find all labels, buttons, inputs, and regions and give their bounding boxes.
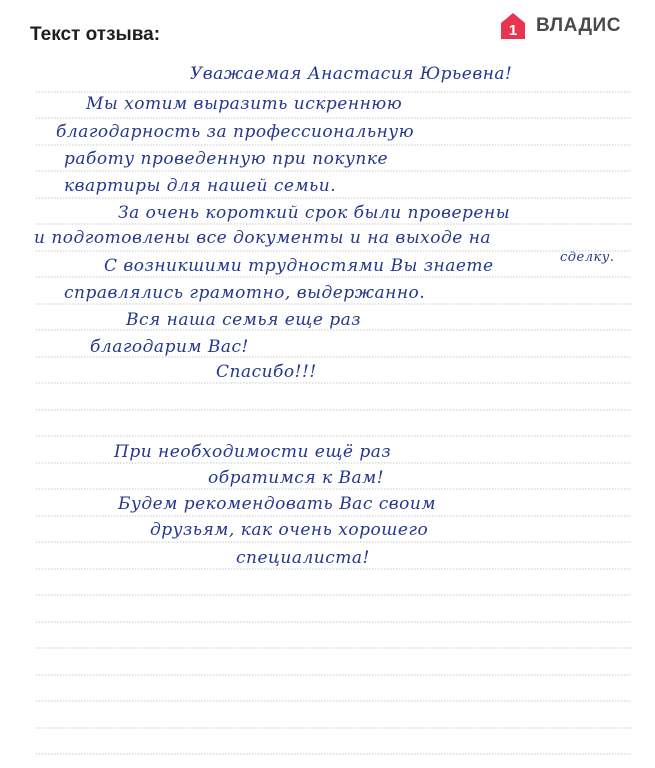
review-line: и подготовлены все документы и на выходе на [34, 228, 492, 248]
review-line: Вся наша семья еще раз [126, 310, 362, 330]
review-line: друзьям, как очень хорошего [150, 520, 429, 540]
review-line: Мы хотим выразить искреннюю [86, 94, 403, 114]
brand-name: ВЛАДИС [536, 15, 621, 36]
review-line: За очень короткий срок были проверены [118, 203, 511, 223]
review-line: благодарим Вас! [90, 337, 249, 357]
review-line: обратимся к Вам! [208, 468, 385, 488]
review-line: квартиры для нашей семьи. [64, 176, 337, 196]
review-line: работу проведенную при покупке [64, 149, 389, 169]
review-line: С возникшими трудностями Вы знаете [104, 256, 494, 276]
review-line: специалиста! [236, 548, 370, 568]
page-title: Текст отзыва: [30, 24, 161, 45]
logo-icon-digit: 1 [508, 22, 518, 39]
review-line: сделку. [560, 250, 615, 265]
review-line: При необходимости ещё раз [114, 442, 392, 462]
review-line: Уважаемая Анастасия Юрьевна! [190, 64, 513, 84]
review-line: благодарность за профессиональную [56, 122, 415, 142]
review-line: Спасибо!!! [216, 362, 317, 382]
review-line: справлялись грамотно, выдержанно. [64, 283, 426, 303]
review-line: Будем рекомендовать Вас своим [118, 494, 436, 514]
